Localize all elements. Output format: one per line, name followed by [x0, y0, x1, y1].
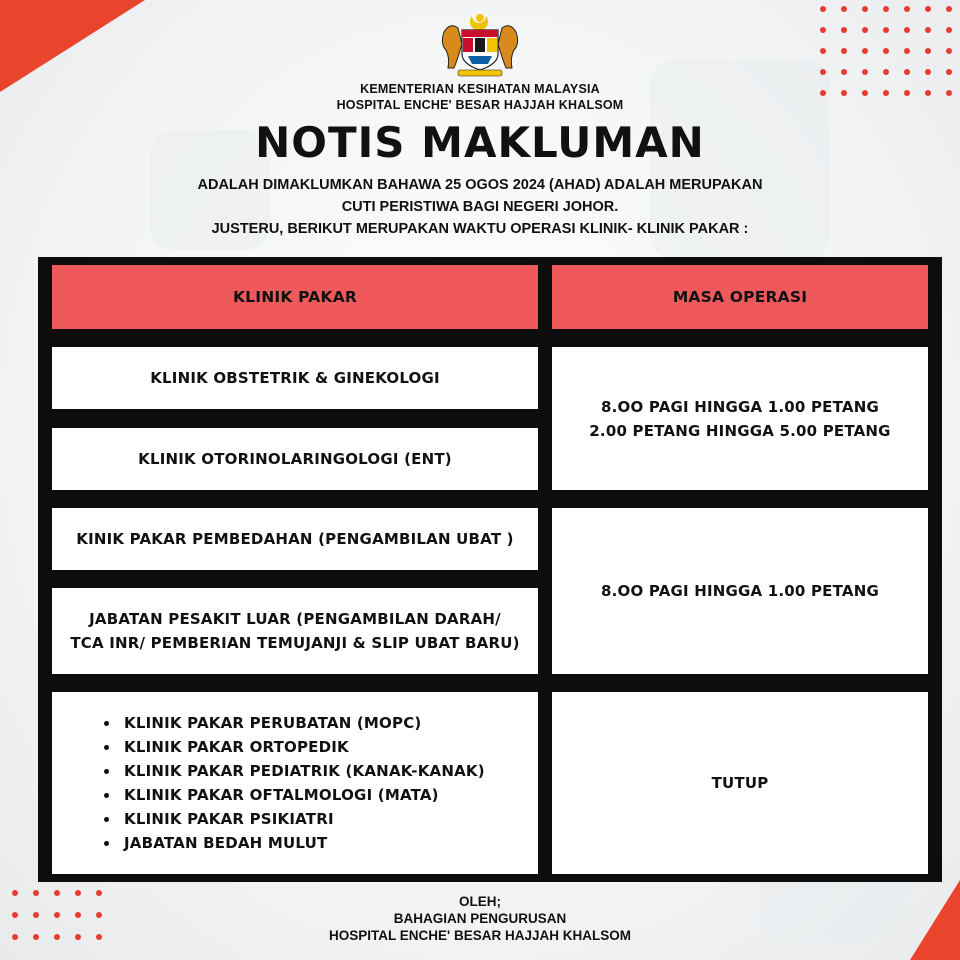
hours-cell	[552, 692, 928, 874]
footer-by: OLEH;	[459, 894, 501, 909]
operating-hours-table	[38, 257, 942, 882]
closed-clinics-list	[102, 711, 485, 855]
list-item: • JABATAN BEDAH MULUT	[120, 831, 485, 855]
hours-text: 8.OO PAGI HINGGA 1.00 PETANG	[601, 582, 879, 600]
list-item: • KLINIK PAKAR PEDIATRIK (KANAK-KANAK)	[120, 759, 485, 783]
clinic-name: KINIK PAKAR PEMBEDAHAN (PENGAMBILAN UBAT )	[76, 530, 514, 548]
hours-cell	[552, 508, 928, 674]
clinic-cell	[52, 588, 538, 674]
hours-cell	[552, 347, 928, 490]
list-item: • KLINIK PAKAR OFTALMOLOGI (MATA)	[120, 783, 485, 807]
header	[0, 10, 960, 112]
hospital-name: HOSPITAL ENCHE' BESAR HAJJAH KHALSOM	[336, 98, 624, 112]
clinic-name-line: JABATAN PESAKIT LUAR (PENGAMBILAN DARAH/	[89, 610, 501, 628]
footer	[0, 893, 960, 944]
intro-line: ADALAH DIMAKLUMKAN BAHAWA 25 OGOS 2024 (AHAD) ADALAH MERUPAKAN	[197, 177, 763, 193]
clinic-name-line: TCA INR/ PEMBERIAN TEMUJANJI & SLIP UBAT BARU)	[70, 634, 520, 652]
footer-department: BAHAGIAN PENGURUSAN	[393, 911, 567, 926]
list-item: • KLINIK PAKAR PERUBATAN (MOPC)	[120, 711, 485, 735]
hours-line: 8.OO PAGI HINGGA 1.00 PETANG	[601, 397, 879, 416]
list-item: • KLINIK PAKAR ORTOPEDIK	[120, 735, 485, 759]
ministry-name: KEMENTERIAN KESIHATAN MALAYSIA	[360, 82, 600, 96]
page-title: NOTIS MAKLUMAN	[255, 118, 705, 167]
clinic-name: KLINIK OTORINOLARINGOLOGI (ENT)	[138, 450, 452, 468]
list-item: • KLINIK PAKAR PSIKIATRI	[120, 807, 485, 831]
clinic-cell	[52, 508, 538, 570]
intro-line: JUSTERU, BERIKUT MERUPAKAN WAKTU OPERASI KLINIK- KLINIK PAKAR :	[211, 221, 749, 237]
header-hours-label: MASA OPERASI	[672, 288, 808, 306]
intro-line: CUTI PERISTIWA BAGI NEGERI JOHOR.	[341, 199, 619, 215]
header-clinic-label: KLINIK PAKAR	[232, 288, 358, 306]
header-cell-hours	[552, 265, 928, 329]
clinic-cell	[52, 428, 538, 490]
clinic-cell	[52, 347, 538, 409]
intro-text	[0, 174, 960, 240]
coat-of-arms-icon	[432, 10, 528, 80]
hours-text-closed: TUTUP	[711, 774, 769, 792]
clinic-name: KLINIK OBSTETRIK & GINEKOLOGI	[150, 369, 440, 387]
closed-clinics-cell	[52, 692, 538, 874]
hours-line: 2.00 PETANG HINGGA 5.00 PETANG	[589, 421, 891, 440]
header-cell-clinic	[52, 265, 538, 329]
footer-hospital: HOSPITAL ENCHE' BESAR HAJJAH KHALSOM	[329, 928, 631, 943]
